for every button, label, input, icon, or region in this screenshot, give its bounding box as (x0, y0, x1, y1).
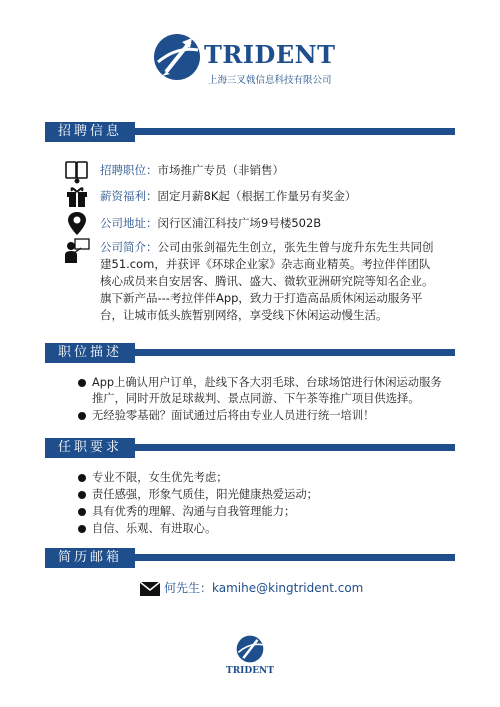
contact-label: 何先生： (164, 581, 213, 595)
position-value: 市场推广专员（非销售） (157, 163, 284, 177)
section-resume-title: 简历邮箱 (45, 548, 135, 568)
address-label: 公司地址： (100, 216, 158, 230)
section-divider (135, 128, 455, 135)
gift-icon (64, 183, 90, 209)
intro-line: 建51.com，并获评《环球企业家》杂志商业精英。考拉伴伴团队 (100, 257, 431, 271)
address-row (64, 210, 444, 234)
intro-line: 公司由张剑福先生创立，张先生曾与庞升东先生共同创 (157, 240, 434, 254)
intro-row (64, 238, 444, 328)
trident-logo-icon (152, 32, 202, 82)
contact-line (140, 580, 400, 596)
location-pin-icon (64, 210, 90, 236)
intro-line: 旗下新产品---考拉伴伴App，致力于打造高品质休闲运动服务平 (100, 291, 423, 305)
header-logo (152, 30, 352, 90)
section-divider (135, 444, 455, 451)
list-item: 自信、乐观、有进取心。 (78, 521, 443, 537)
intro-line: 台，让城市低头族暂别网络，享受线下休闲运动慢生活。 (100, 308, 388, 322)
brand-subtitle: 上海三叉戟信息科技有限公司 (208, 75, 332, 86)
section-duties-header (45, 343, 455, 363)
intro-text (100, 239, 444, 256)
brand-name: TRIDENT (204, 40, 336, 69)
presenter-icon (64, 238, 90, 264)
list-item: 专业不限，女生优先考虑； (78, 470, 443, 486)
address-value: 闵行区浦江科技广场9号楼502B (157, 216, 322, 230)
section-recruit-title: 招聘信息 (45, 122, 135, 142)
salary-label: 薪资福利： (100, 189, 158, 203)
footer-logo (220, 632, 280, 682)
requirements-list (78, 470, 443, 538)
section-divider (135, 554, 455, 561)
list-item: 具有优秀的理解、沟通与自我管理能力； (78, 504, 443, 520)
position-label: 招聘职位： (100, 163, 158, 177)
section-recruit-header (45, 122, 455, 142)
list-item: App上确认用户订单，赴线下各大羽毛球、台球场馆进行休闲运动服务推广，同时开放足球裁判、景点同游、下午茶等推广项目供选择。 (78, 375, 443, 407)
duties-list (78, 375, 443, 425)
intro-line: 核心成员来自安居客、腾讯、盛大、微软亚洲研究院等知名企业。 (100, 274, 434, 288)
list-item: 责任感强，形象气质佳，阳光健康热爱运动； (78, 487, 443, 503)
salary-value: 固定月薪8K起（根据工作量另有奖金） (157, 189, 357, 203)
trident-logo-icon (235, 634, 265, 664)
footer-brand: TRIDENT (226, 666, 274, 676)
intro-label: 公司简介： (100, 240, 158, 254)
section-resume-header (45, 548, 455, 568)
section-requirements-title: 任职要求 (45, 438, 135, 458)
reading-icon (64, 158, 90, 184)
section-duties-title: 职位描述 (45, 343, 135, 363)
contact-email[interactable]: kamihe@kingtrident.com (212, 581, 364, 595)
section-divider (135, 349, 455, 356)
position-row (64, 158, 444, 182)
salary-row (64, 183, 444, 207)
section-requirements-header (45, 438, 455, 458)
mail-icon (140, 582, 160, 596)
list-item: 无经验零基础？面试通过后将由专业人员进行统一培训！ (78, 408, 443, 424)
